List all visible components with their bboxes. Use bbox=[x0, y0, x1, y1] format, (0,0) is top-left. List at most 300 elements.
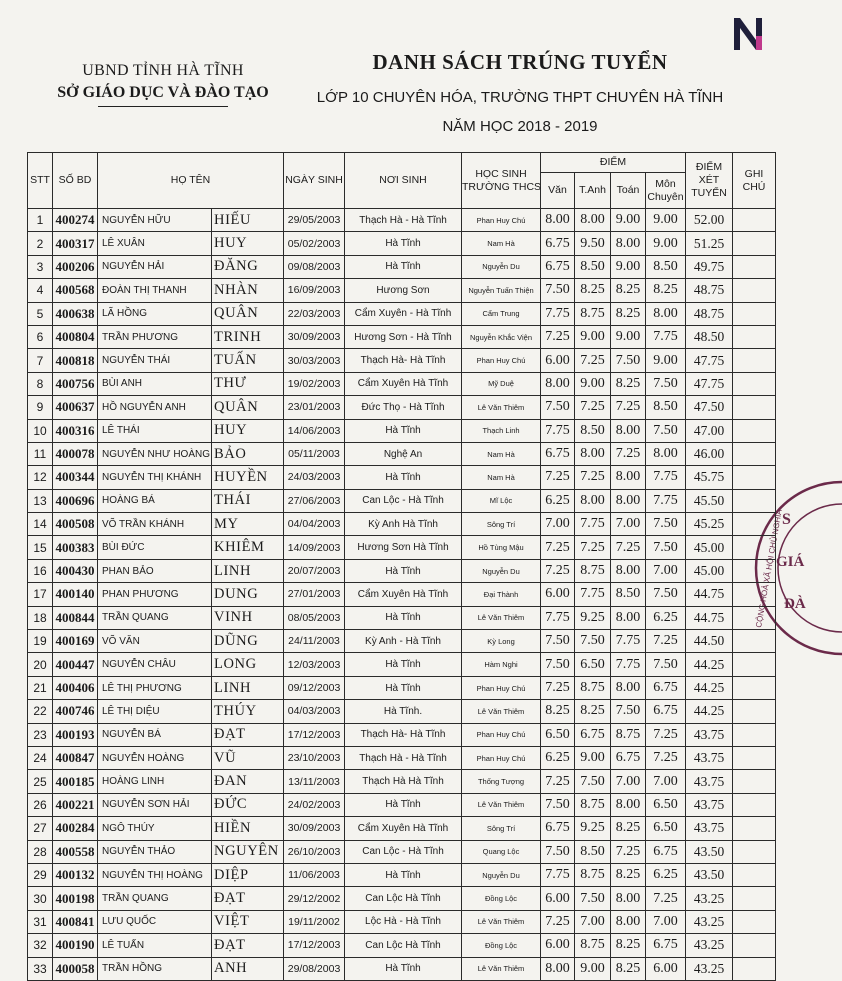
cell-ghi-chu bbox=[733, 793, 776, 816]
cell-diem-xet-tuyen: 47.75 bbox=[686, 349, 733, 372]
cell-truong-thcs: Sông Trí bbox=[462, 513, 541, 536]
admission-list-table bbox=[27, 152, 776, 981]
cell-diem-xet-tuyen: 45.75 bbox=[686, 466, 733, 489]
cell-stt: 28 bbox=[28, 840, 53, 863]
cell-truong-thcs: Phan Huy Chú bbox=[462, 676, 541, 699]
cell-diem-van: 8.00 bbox=[541, 372, 575, 395]
cell-diem-van: 6.75 bbox=[541, 817, 575, 840]
cell-diem-tanh: 8.25 bbox=[575, 700, 611, 723]
cell-diem-toan: 8.25 bbox=[611, 957, 646, 980]
cell-diem-toan: 8.25 bbox=[611, 279, 646, 302]
cell-ho: BÙI ANH bbox=[98, 372, 212, 395]
cell-stt: 20 bbox=[28, 653, 53, 676]
cell-stt: 30 bbox=[28, 887, 53, 910]
table-row bbox=[28, 934, 776, 957]
cell-stt: 12 bbox=[28, 466, 53, 489]
cell-truong-thcs: Quang Lộc bbox=[462, 840, 541, 863]
cell-ho: LÊ THỊ PHƯƠNG bbox=[98, 676, 212, 699]
cell-truong-thcs: Hàm Nghi bbox=[462, 653, 541, 676]
cell-ngay-sinh: 24/02/2003 bbox=[284, 793, 345, 816]
table-body bbox=[28, 209, 776, 981]
cell-ho: LÃ HỒNG bbox=[98, 302, 212, 325]
cell-truong-thcs: Nguyễn Tuấn Thiện bbox=[462, 279, 541, 302]
document-title-block bbox=[300, 50, 740, 135]
cell-diem-tanh: 8.75 bbox=[575, 863, 611, 886]
cell-diem-tanh: 8.00 bbox=[575, 442, 611, 465]
cell-noi-sinh: Can Lộc - Hà Tĩnh bbox=[345, 489, 462, 512]
cell-truong-thcs: Cẩm Trung bbox=[462, 302, 541, 325]
cell-ten: HIỀN bbox=[212, 817, 284, 840]
cell-sbd: 400841 bbox=[53, 910, 98, 933]
cell-diem-toan: 7.00 bbox=[611, 770, 646, 793]
cell-stt: 31 bbox=[28, 910, 53, 933]
header-noi-sinh: NƠI SINH bbox=[345, 153, 462, 209]
header-xet-line1: ĐIỂM bbox=[695, 161, 723, 173]
cell-diem-van: 6.75 bbox=[541, 232, 575, 255]
cell-diem-toan: 7.75 bbox=[611, 653, 646, 676]
cell-diem-toan: 8.00 bbox=[611, 559, 646, 582]
cell-truong-thcs: Lê Văn Thiêm bbox=[462, 606, 541, 629]
table-row bbox=[28, 209, 776, 232]
cell-sbd: 400568 bbox=[53, 279, 98, 302]
cell-sbd: 400058 bbox=[53, 957, 98, 980]
cell-diem-tanh: 8.00 bbox=[575, 209, 611, 232]
cell-ghi-chu bbox=[733, 630, 776, 653]
cell-diem-chuyen: 7.50 bbox=[646, 536, 686, 559]
cell-diem-tanh: 7.25 bbox=[575, 466, 611, 489]
cell-ten: HUY bbox=[212, 419, 284, 442]
cell-diem-chuyen: 6.50 bbox=[646, 793, 686, 816]
cell-diem-van: 7.25 bbox=[541, 559, 575, 582]
cell-truong-thcs: Sông Trí bbox=[462, 817, 541, 840]
cell-diem-van: 7.25 bbox=[541, 536, 575, 559]
cell-ho: TRẦN HỒNG bbox=[98, 957, 212, 980]
cell-diem-toan: 8.25 bbox=[611, 302, 646, 325]
cell-ho: PHAN BẢO bbox=[98, 559, 212, 582]
cell-sbd: 400558 bbox=[53, 840, 98, 863]
cell-diem-xet-tuyen: 44.75 bbox=[686, 583, 733, 606]
cell-diem-xet-tuyen: 46.00 bbox=[686, 442, 733, 465]
cell-diem-xet-tuyen: 47.75 bbox=[686, 372, 733, 395]
cell-diem-xet-tuyen: 44.50 bbox=[686, 630, 733, 653]
table-row bbox=[28, 396, 776, 419]
table-row bbox=[28, 630, 776, 653]
header-hoc-sinh-line1: HỌC SINH bbox=[475, 167, 527, 180]
cell-sbd: 400756 bbox=[53, 372, 98, 395]
cell-sbd: 400344 bbox=[53, 466, 98, 489]
header-mon-line2: Chuyên bbox=[647, 190, 684, 203]
cell-ho: ĐOÀN THỊ THANH bbox=[98, 279, 212, 302]
cell-diem-van: 6.25 bbox=[541, 746, 575, 769]
cell-ten: HIẾU bbox=[212, 209, 284, 232]
cell-diem-xet-tuyen: 45.50 bbox=[686, 489, 733, 512]
cell-diem-xet-tuyen: 48.75 bbox=[686, 279, 733, 302]
cell-diem-van: 7.50 bbox=[541, 279, 575, 302]
cell-ten: NGUYÊN bbox=[212, 840, 284, 863]
cell-stt: 15 bbox=[28, 536, 53, 559]
cell-diem-van: 6.00 bbox=[541, 583, 575, 606]
cell-diem-tanh: 8.00 bbox=[575, 489, 611, 512]
cell-diem-xet-tuyen: 45.00 bbox=[686, 536, 733, 559]
cell-truong-thcs: Kỳ Long bbox=[462, 630, 541, 653]
cell-ten: ĐẠT bbox=[212, 934, 284, 957]
cell-ngay-sinh: 17/12/2003 bbox=[284, 723, 345, 746]
cell-ho: NGUYỄN THỊ HOÀNG bbox=[98, 863, 212, 886]
cell-ho: HỒ NGUYỄN ANH bbox=[98, 396, 212, 419]
cell-diem-xet-tuyen: 47.00 bbox=[686, 419, 733, 442]
cell-noi-sinh: Hà Tĩnh bbox=[345, 606, 462, 629]
header-toan: Toán bbox=[611, 173, 646, 209]
cell-sbd: 400383 bbox=[53, 536, 98, 559]
cell-diem-tanh: 6.50 bbox=[575, 653, 611, 676]
cell-stt: 5 bbox=[28, 302, 53, 325]
cell-diem-tanh: 8.50 bbox=[575, 255, 611, 278]
cell-diem-toan: 8.50 bbox=[611, 583, 646, 606]
cell-ghi-chu bbox=[733, 372, 776, 395]
header-mon-chuyen bbox=[646, 173, 686, 209]
cell-diem-tanh: 7.50 bbox=[575, 887, 611, 910]
cell-sbd: 400844 bbox=[53, 606, 98, 629]
cell-ngay-sinh: 27/06/2003 bbox=[284, 489, 345, 512]
cell-sbd: 400696 bbox=[53, 489, 98, 512]
cell-noi-sinh: Cẩm Xuyên Hà Tĩnh bbox=[345, 817, 462, 840]
cell-ho: NGUYỄN NHƯ HOÀNG bbox=[98, 442, 212, 465]
cell-diem-toan: 7.50 bbox=[611, 700, 646, 723]
table-row bbox=[28, 887, 776, 910]
cell-diem-chuyen: 6.75 bbox=[646, 700, 686, 723]
cell-stt: 7 bbox=[28, 349, 53, 372]
header-hoc-sinh-line2: TRƯỜNG THCS bbox=[462, 180, 542, 193]
cell-stt: 18 bbox=[28, 606, 53, 629]
cell-diem-van: 7.50 bbox=[541, 653, 575, 676]
cell-diem-toan: 8.25 bbox=[611, 863, 646, 886]
cell-ngay-sinh: 05/02/2003 bbox=[284, 232, 345, 255]
table-row bbox=[28, 653, 776, 676]
cell-ngay-sinh: 30/09/2003 bbox=[284, 817, 345, 840]
cell-diem-van: 6.75 bbox=[541, 255, 575, 278]
cell-truong-thcs: Lê Văn Thiêm bbox=[462, 793, 541, 816]
cell-diem-xet-tuyen: 43.25 bbox=[686, 910, 733, 933]
cell-stt: 4 bbox=[28, 279, 53, 302]
cell-diem-chuyen: 7.50 bbox=[646, 653, 686, 676]
cell-stt: 8 bbox=[28, 372, 53, 395]
cell-ngay-sinh: 24/11/2003 bbox=[284, 630, 345, 653]
table-row bbox=[28, 279, 776, 302]
cell-ho: TRẦN QUANG bbox=[98, 887, 212, 910]
cell-diem-xet-tuyen: 43.25 bbox=[686, 887, 733, 910]
cell-ten: DUNG bbox=[212, 583, 284, 606]
cell-diem-toan: 9.00 bbox=[611, 209, 646, 232]
cell-ngay-sinh: 13/11/2003 bbox=[284, 770, 345, 793]
cell-diem-chuyen: 8.50 bbox=[646, 396, 686, 419]
cell-diem-xet-tuyen: 45.25 bbox=[686, 513, 733, 536]
cell-diem-van: 7.75 bbox=[541, 863, 575, 886]
cell-noi-sinh: Can Lộc Hà Tĩnh bbox=[345, 934, 462, 957]
table-row bbox=[28, 442, 776, 465]
cell-diem-van: 7.75 bbox=[541, 606, 575, 629]
cell-ten: QUÂN bbox=[212, 396, 284, 419]
cell-ho: VÕ VĂN bbox=[98, 630, 212, 653]
cell-noi-sinh: Cẩm Xuyên Hà Tĩnh bbox=[345, 583, 462, 606]
cell-stt: 27 bbox=[28, 817, 53, 840]
table-row bbox=[28, 559, 776, 582]
cell-diem-tanh: 7.50 bbox=[575, 770, 611, 793]
cell-diem-xet-tuyen: 43.25 bbox=[686, 934, 733, 957]
cell-diem-toan: 8.00 bbox=[611, 887, 646, 910]
cell-truong-thcs: Nguyễn Khắc Viện bbox=[462, 325, 541, 348]
cell-diem-chuyen: 7.25 bbox=[646, 887, 686, 910]
header-ghi-line2: CHÚ bbox=[742, 180, 766, 193]
org-line-2: SỞ GIÁO DỤC VÀ ĐÀO TẠO bbox=[57, 84, 269, 101]
cell-ngay-sinh: 16/09/2003 bbox=[284, 279, 345, 302]
cell-diem-chuyen: 6.25 bbox=[646, 606, 686, 629]
cell-diem-tanh: 9.50 bbox=[575, 232, 611, 255]
cell-noi-sinh: Hà Tĩnh bbox=[345, 863, 462, 886]
cell-ghi-chu bbox=[733, 653, 776, 676]
cell-ghi-chu bbox=[733, 746, 776, 769]
table-row bbox=[28, 583, 776, 606]
table-row bbox=[28, 910, 776, 933]
cell-stt: 2 bbox=[28, 232, 53, 255]
cell-diem-xet-tuyen: 44.25 bbox=[686, 700, 733, 723]
cell-diem-tanh: 7.25 bbox=[575, 396, 611, 419]
cell-diem-van: 8.00 bbox=[541, 209, 575, 232]
cell-diem-chuyen: 9.00 bbox=[646, 232, 686, 255]
cell-ho: LÊ XUÂN bbox=[98, 232, 212, 255]
cell-ten: DŨNG bbox=[212, 630, 284, 653]
cell-ghi-chu bbox=[733, 513, 776, 536]
header-tanh: T.Anh bbox=[575, 173, 611, 209]
cell-noi-sinh: Thạch Hà - Hà Tĩnh bbox=[345, 746, 462, 769]
cell-ngay-sinh: 14/06/2003 bbox=[284, 419, 345, 442]
cell-diem-toan: 8.00 bbox=[611, 910, 646, 933]
cell-sbd: 400140 bbox=[53, 583, 98, 606]
cell-noi-sinh: Thạch Hà Hà Tĩnh bbox=[345, 770, 462, 793]
cell-sbd: 400193 bbox=[53, 723, 98, 746]
cell-ngay-sinh: 22/03/2003 bbox=[284, 302, 345, 325]
cell-ngay-sinh: 04/04/2003 bbox=[284, 513, 345, 536]
cell-diem-chuyen: 7.00 bbox=[646, 770, 686, 793]
cell-stt: 33 bbox=[28, 957, 53, 980]
cell-ten: THƯ bbox=[212, 372, 284, 395]
cell-diem-toan: 7.50 bbox=[611, 349, 646, 372]
cell-diem-tanh: 8.75 bbox=[575, 934, 611, 957]
cell-sbd: 400206 bbox=[53, 255, 98, 278]
cell-sbd: 400430 bbox=[53, 559, 98, 582]
table-row bbox=[28, 863, 776, 886]
cell-diem-tanh: 7.75 bbox=[575, 583, 611, 606]
cell-stt: 25 bbox=[28, 770, 53, 793]
cell-sbd: 400637 bbox=[53, 396, 98, 419]
cell-diem-tanh: 8.50 bbox=[575, 419, 611, 442]
cell-diem-toan: 8.25 bbox=[611, 372, 646, 395]
cell-diem-chuyen: 7.75 bbox=[646, 325, 686, 348]
cell-diem-toan: 8.25 bbox=[611, 934, 646, 957]
header-diem-xet-tuyen bbox=[686, 153, 733, 209]
cell-noi-sinh: Can Lộc - Hà Tĩnh bbox=[345, 840, 462, 863]
cell-diem-toan: 9.00 bbox=[611, 325, 646, 348]
cell-diem-van: 7.25 bbox=[541, 325, 575, 348]
header-stt: STT bbox=[28, 153, 53, 209]
cell-diem-tanh: 8.50 bbox=[575, 840, 611, 863]
cell-sbd: 400190 bbox=[53, 934, 98, 957]
cell-diem-xet-tuyen: 52.00 bbox=[686, 209, 733, 232]
cell-ho: HOÀNG BÁ bbox=[98, 489, 212, 512]
cell-ho: NGUYỄN HẢI bbox=[98, 255, 212, 278]
cell-ghi-chu bbox=[733, 817, 776, 840]
cell-diem-toan: 7.25 bbox=[611, 536, 646, 559]
cell-stt: 24 bbox=[28, 746, 53, 769]
cell-truong-thcs: Nguyễn Du bbox=[462, 255, 541, 278]
cell-ten: DIỆP bbox=[212, 863, 284, 886]
cell-diem-chuyen: 7.25 bbox=[646, 630, 686, 653]
cell-stt: 22 bbox=[28, 700, 53, 723]
cell-sbd: 400316 bbox=[53, 419, 98, 442]
cell-ghi-chu bbox=[733, 489, 776, 512]
cell-noi-sinh: Hà Tĩnh bbox=[345, 793, 462, 816]
cell-diem-toan: 8.00 bbox=[611, 676, 646, 699]
table-row bbox=[28, 536, 776, 559]
table-row bbox=[28, 372, 776, 395]
cell-diem-tanh: 9.25 bbox=[575, 817, 611, 840]
document-title: DANH SÁCH TRÚNG TUYỂN bbox=[372, 50, 668, 74]
cell-diem-tanh: 8.75 bbox=[575, 793, 611, 816]
cell-ngay-sinh: 14/09/2003 bbox=[284, 536, 345, 559]
cell-ghi-chu bbox=[733, 325, 776, 348]
cell-diem-van: 6.00 bbox=[541, 934, 575, 957]
table-row bbox=[28, 770, 776, 793]
cell-stt: 23 bbox=[28, 723, 53, 746]
cell-truong-thcs: Phan Huy Chú bbox=[462, 746, 541, 769]
cell-ten: ĐỨC bbox=[212, 793, 284, 816]
cell-stt: 19 bbox=[28, 630, 53, 653]
cell-ngay-sinh: 29/08/2003 bbox=[284, 957, 345, 980]
cell-sbd: 400284 bbox=[53, 817, 98, 840]
cell-ngay-sinh: 23/01/2003 bbox=[284, 396, 345, 419]
cell-truong-thcs: Nam Hà bbox=[462, 232, 541, 255]
cell-diem-toan: 7.25 bbox=[611, 840, 646, 863]
cell-truong-thcs: Phan Huy Chú bbox=[462, 349, 541, 372]
cell-ho: NGÔ THÚY bbox=[98, 817, 212, 840]
cell-truong-thcs: Mỹ Duệ bbox=[462, 372, 541, 395]
cell-ghi-chu bbox=[733, 934, 776, 957]
cell-noi-sinh: Đức Thọ - Hà Tĩnh bbox=[345, 396, 462, 419]
cell-sbd: 400317 bbox=[53, 232, 98, 255]
cell-diem-chuyen: 6.25 bbox=[646, 863, 686, 886]
cell-ten: LINH bbox=[212, 559, 284, 582]
cell-diem-toan: 8.00 bbox=[611, 419, 646, 442]
issuing-organization bbox=[48, 62, 278, 107]
cell-stt: 3 bbox=[28, 255, 53, 278]
cell-noi-sinh: Cẩm Xuyên Hà Tĩnh bbox=[345, 372, 462, 395]
cell-diem-xet-tuyen: 43.50 bbox=[686, 863, 733, 886]
cell-diem-toan: 8.00 bbox=[611, 793, 646, 816]
cell-ngay-sinh: 05/11/2003 bbox=[284, 442, 345, 465]
cell-noi-sinh: Thạch Hà - Hà Tĩnh bbox=[345, 209, 462, 232]
cell-diem-van: 7.50 bbox=[541, 396, 575, 419]
cell-diem-chuyen: 6.75 bbox=[646, 676, 686, 699]
cell-ghi-chu bbox=[733, 770, 776, 793]
table-row bbox=[28, 700, 776, 723]
cell-ho: NGUYỄN BÁ bbox=[98, 723, 212, 746]
cell-diem-xet-tuyen: 48.75 bbox=[686, 302, 733, 325]
header-xet-line3: TUYỂN bbox=[691, 187, 727, 199]
org-line-1: UBND TỈNH HÀ TĨNH bbox=[82, 62, 244, 79]
table-row bbox=[28, 606, 776, 629]
cell-diem-van: 8.00 bbox=[541, 957, 575, 980]
cell-diem-van: 7.50 bbox=[541, 793, 575, 816]
header-xet-line2: XÉT bbox=[698, 174, 720, 186]
cell-diem-xet-tuyen: 43.75 bbox=[686, 770, 733, 793]
cell-noi-sinh: Hà Tĩnh bbox=[345, 232, 462, 255]
cell-stt: 14 bbox=[28, 513, 53, 536]
header-mon-line1: Môn bbox=[655, 177, 676, 190]
cell-ten: TRINH bbox=[212, 325, 284, 348]
cell-diem-van: 7.25 bbox=[541, 676, 575, 699]
cell-diem-van: 7.50 bbox=[541, 840, 575, 863]
cell-ghi-chu bbox=[733, 863, 776, 886]
cell-ngay-sinh: 12/03/2003 bbox=[284, 653, 345, 676]
cell-ho: BÙI ĐỨC bbox=[98, 536, 212, 559]
cell-diem-van: 7.25 bbox=[541, 466, 575, 489]
cell-ho: LƯU QUỐC bbox=[98, 910, 212, 933]
table-row bbox=[28, 723, 776, 746]
cell-diem-van: 6.00 bbox=[541, 349, 575, 372]
cell-truong-thcs: Nam Hà bbox=[462, 466, 541, 489]
cell-ten: ĐẠT bbox=[212, 723, 284, 746]
cell-noi-sinh: Thạch Hà- Hà Tĩnh bbox=[345, 349, 462, 372]
cell-diem-tanh: 8.25 bbox=[575, 279, 611, 302]
cell-ghi-chu bbox=[733, 676, 776, 699]
cell-diem-van: 7.25 bbox=[541, 910, 575, 933]
cell-ten: KHIÊM bbox=[212, 536, 284, 559]
header-sbd: SỐ BD bbox=[53, 153, 98, 209]
cell-noi-sinh: Hà Tĩnh bbox=[345, 466, 462, 489]
table-row bbox=[28, 817, 776, 840]
cell-ho: LÊ THÁI bbox=[98, 419, 212, 442]
cell-ghi-chu bbox=[733, 840, 776, 863]
cell-ten: BẢO bbox=[212, 442, 284, 465]
cell-diem-chuyen: 7.75 bbox=[646, 466, 686, 489]
cell-ghi-chu bbox=[733, 349, 776, 372]
cell-diem-tanh: 7.75 bbox=[575, 513, 611, 536]
header-ghi-line1: GHI bbox=[744, 167, 764, 180]
cell-diem-tanh: 8.75 bbox=[575, 676, 611, 699]
cell-ngay-sinh: 20/07/2003 bbox=[284, 559, 345, 582]
header-ho-ten: HỌ TÊN bbox=[98, 153, 284, 209]
cell-diem-chuyen: 7.50 bbox=[646, 513, 686, 536]
cell-ten: THÁI bbox=[212, 489, 284, 512]
cell-truong-thcs: Phan Huy Chú bbox=[462, 209, 541, 232]
cell-diem-tanh: 7.25 bbox=[575, 536, 611, 559]
table-row bbox=[28, 232, 776, 255]
cell-stt: 1 bbox=[28, 209, 53, 232]
cell-diem-xet-tuyen: 45.00 bbox=[686, 559, 733, 582]
table-row bbox=[28, 419, 776, 442]
cell-diem-tanh: 9.00 bbox=[575, 372, 611, 395]
cell-diem-chuyen: 6.50 bbox=[646, 817, 686, 840]
cell-diem-toan: 9.00 bbox=[611, 255, 646, 278]
table-row bbox=[28, 746, 776, 769]
cell-ho: TRẦN PHƯƠNG bbox=[98, 325, 212, 348]
cell-ho: NGUYỄN HỮU bbox=[98, 209, 212, 232]
cell-sbd: 400447 bbox=[53, 653, 98, 676]
cell-diem-chuyen: 7.50 bbox=[646, 419, 686, 442]
cell-diem-toan: 7.00 bbox=[611, 513, 646, 536]
cell-noi-sinh: Nghệ An bbox=[345, 442, 462, 465]
cell-noi-sinh: Hà Tĩnh bbox=[345, 255, 462, 278]
cell-sbd: 400078 bbox=[53, 442, 98, 465]
